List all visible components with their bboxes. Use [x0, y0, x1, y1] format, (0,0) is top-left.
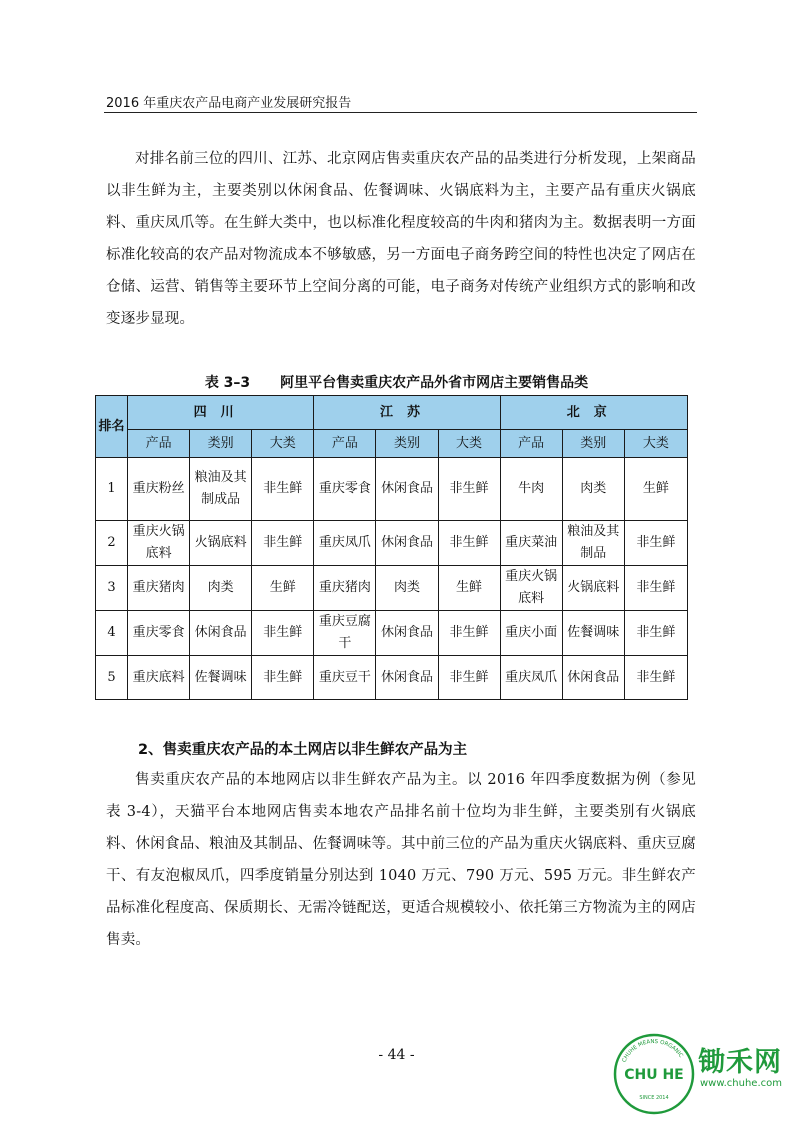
major-class-cell: 非生鲜 — [252, 611, 314, 656]
brand-url: www.chuhe.com — [700, 1078, 782, 1089]
column-header-category: 类别 — [190, 430, 252, 458]
major-class-cell: 非生鲜 — [252, 458, 314, 521]
category-cell: 火锅底料 — [562, 566, 624, 611]
product-cell: 重庆猪肉 — [314, 566, 376, 611]
rank-cell: 3 — [96, 566, 128, 611]
header-divider — [104, 112, 697, 113]
category-cell: 休闲食品 — [376, 656, 438, 700]
category-cell: 佐餐调味 — [190, 656, 252, 700]
category-cell: 肉类 — [190, 566, 252, 611]
chuhe-logo — [613, 1033, 695, 1115]
major-class-cell: 非生鲜 — [624, 566, 687, 611]
category-cell: 火锅底料 — [190, 521, 252, 566]
major-class-cell: 非生鲜 — [624, 611, 687, 656]
major-class-cell: 非生鲜 — [624, 521, 687, 566]
product-cell: 重庆小面 — [500, 611, 562, 656]
product-cell: 重庆菜油 — [500, 521, 562, 566]
category-cell: 休闲食品 — [376, 458, 438, 521]
category-cell: 肉类 — [376, 566, 438, 611]
rank-header: 排名 — [96, 396, 128, 458]
column-header-category: 类别 — [376, 430, 438, 458]
paragraph-local-shops: 售卖重庆农产品的本地网店以非生鲜农产品为主。以 2016 年四季度数据为例（参见表 3-4），天猫平台本地网店售卖本地农产品排名前十位均为非生鲜，主要类别有火锅底料、休闲食品、粮油及其制品、佐餐调味等。其中前三位的产品为重庆火锅底料、重庆豆腐干、有友泡椒凤爪，四季度销量分别达到 1040 万元、790 万元、595 万元。非生鲜农产品标准化程度高、保质期长、无需冷链配送，更适合规模较小、依托第三方物流为主的网店售卖。 — [106, 772, 696, 948]
column-header-major-class: 大类 — [438, 430, 500, 458]
region-header-beijing: 北京 — [500, 396, 687, 430]
product-cell: 重庆粉丝 — [128, 458, 190, 521]
category-cell: 休闲食品 — [376, 611, 438, 656]
product-cell: 重庆火锅底料 — [128, 521, 190, 566]
logo-ring-text: CHUHE MEANS ORGANIC — [621, 1038, 684, 1064]
major-class-cell: 非生鲜 — [624, 656, 687, 700]
section-heading: 2、售卖重庆农产品的本土网店以非生鲜农产品为主 — [138, 742, 468, 758]
table-caption-number: 表 3–3 — [204, 375, 251, 391]
product-cell: 重庆豆干 — [314, 656, 376, 700]
category-cell: 休闲食品 — [562, 656, 624, 700]
category-cell: 休闲食品 — [376, 521, 438, 566]
major-class-cell: 非生鲜 — [438, 656, 500, 700]
table-caption-title: 阿里平台售卖重庆农产品外省市网店主要销售品类 — [280, 375, 589, 391]
major-class-cell: 非生鲜 — [438, 458, 500, 521]
product-cell: 重庆底料 — [128, 656, 190, 700]
rank-cell: 1 — [96, 458, 128, 521]
column-header-product: 产品 — [314, 430, 376, 458]
category-cell: 粮油及其制成品 — [190, 458, 252, 521]
column-header-category: 类别 — [562, 430, 624, 458]
region-header-sichuan: 四川 — [128, 396, 314, 430]
major-class-cell: 生鲜 — [624, 458, 687, 521]
logo-letters: CHU HE — [624, 1067, 684, 1083]
column-header-major-class: 大类 — [624, 430, 687, 458]
table-row — [96, 566, 688, 611]
page-number: - 44 - — [378, 1047, 415, 1063]
logo-since: SINCE 2014 — [639, 1095, 669, 1101]
major-class-cell: 生鲜 — [252, 566, 314, 611]
paragraph-intro: 对排名前三位的四川、江苏、北京网店售卖重庆农产品的品类进行分析发现，上架商品以非生鲜为主，主要类别以休闲食品、佐餐调味、火锅底料为主，主要产品有重庆火锅底料、重庆凤爪等。在生鲜大类中，也以标准化程度较高的牛肉和猪肉为主。数据表明一方面标准化较高的农产品对物流成本不够敏感，另一方面电子商务跨空间的特性也决定了网店在仓储、运营、销售等主要环节上空间分离的可能，电子商务对传统产业组织方式的影响和改变逐步显现。 — [106, 151, 696, 327]
major-class-cell: 非生鲜 — [252, 656, 314, 700]
major-class-cell: 非生鲜 — [438, 521, 500, 566]
product-cell: 重庆猪肉 — [128, 566, 190, 611]
product-cell: 重庆豆腐干 — [314, 611, 376, 656]
category-cell: 休闲食品 — [190, 611, 252, 656]
product-cell: 重庆火锅底料 — [500, 566, 562, 611]
brand-name: 锄禾网 — [698, 1047, 782, 1078]
table-row — [96, 521, 688, 566]
category-cell: 肉类 — [562, 458, 624, 521]
sales-category-table — [95, 395, 688, 700]
category-cell: 粮油及其制品 — [562, 521, 624, 566]
table-row — [96, 656, 688, 700]
report-title: 2016 年重庆农产品电商产业发展研究报告 — [106, 96, 352, 111]
column-header-product: 产品 — [500, 430, 562, 458]
product-cell: 重庆凤爪 — [314, 521, 376, 566]
major-class-cell: 非生鲜 — [438, 611, 500, 656]
column-header-product: 产品 — [128, 430, 190, 458]
column-header-major-class: 大类 — [252, 430, 314, 458]
category-cell: 佐餐调味 — [562, 611, 624, 656]
major-class-cell: 生鲜 — [438, 566, 500, 611]
major-class-cell: 非生鲜 — [252, 521, 314, 566]
table-row — [96, 458, 688, 521]
rank-cell: 4 — [96, 611, 128, 656]
rank-cell: 5 — [96, 656, 128, 700]
product-cell: 牛肉 — [500, 458, 562, 521]
product-cell: 重庆零食 — [314, 458, 376, 521]
region-header-jiangsu: 江苏 — [314, 396, 500, 430]
rank-cell: 2 — [96, 521, 128, 566]
table-row — [96, 611, 688, 656]
product-cell: 重庆凤爪 — [500, 656, 562, 700]
product-cell: 重庆零食 — [128, 611, 190, 656]
table-caption — [0, 372, 793, 392]
